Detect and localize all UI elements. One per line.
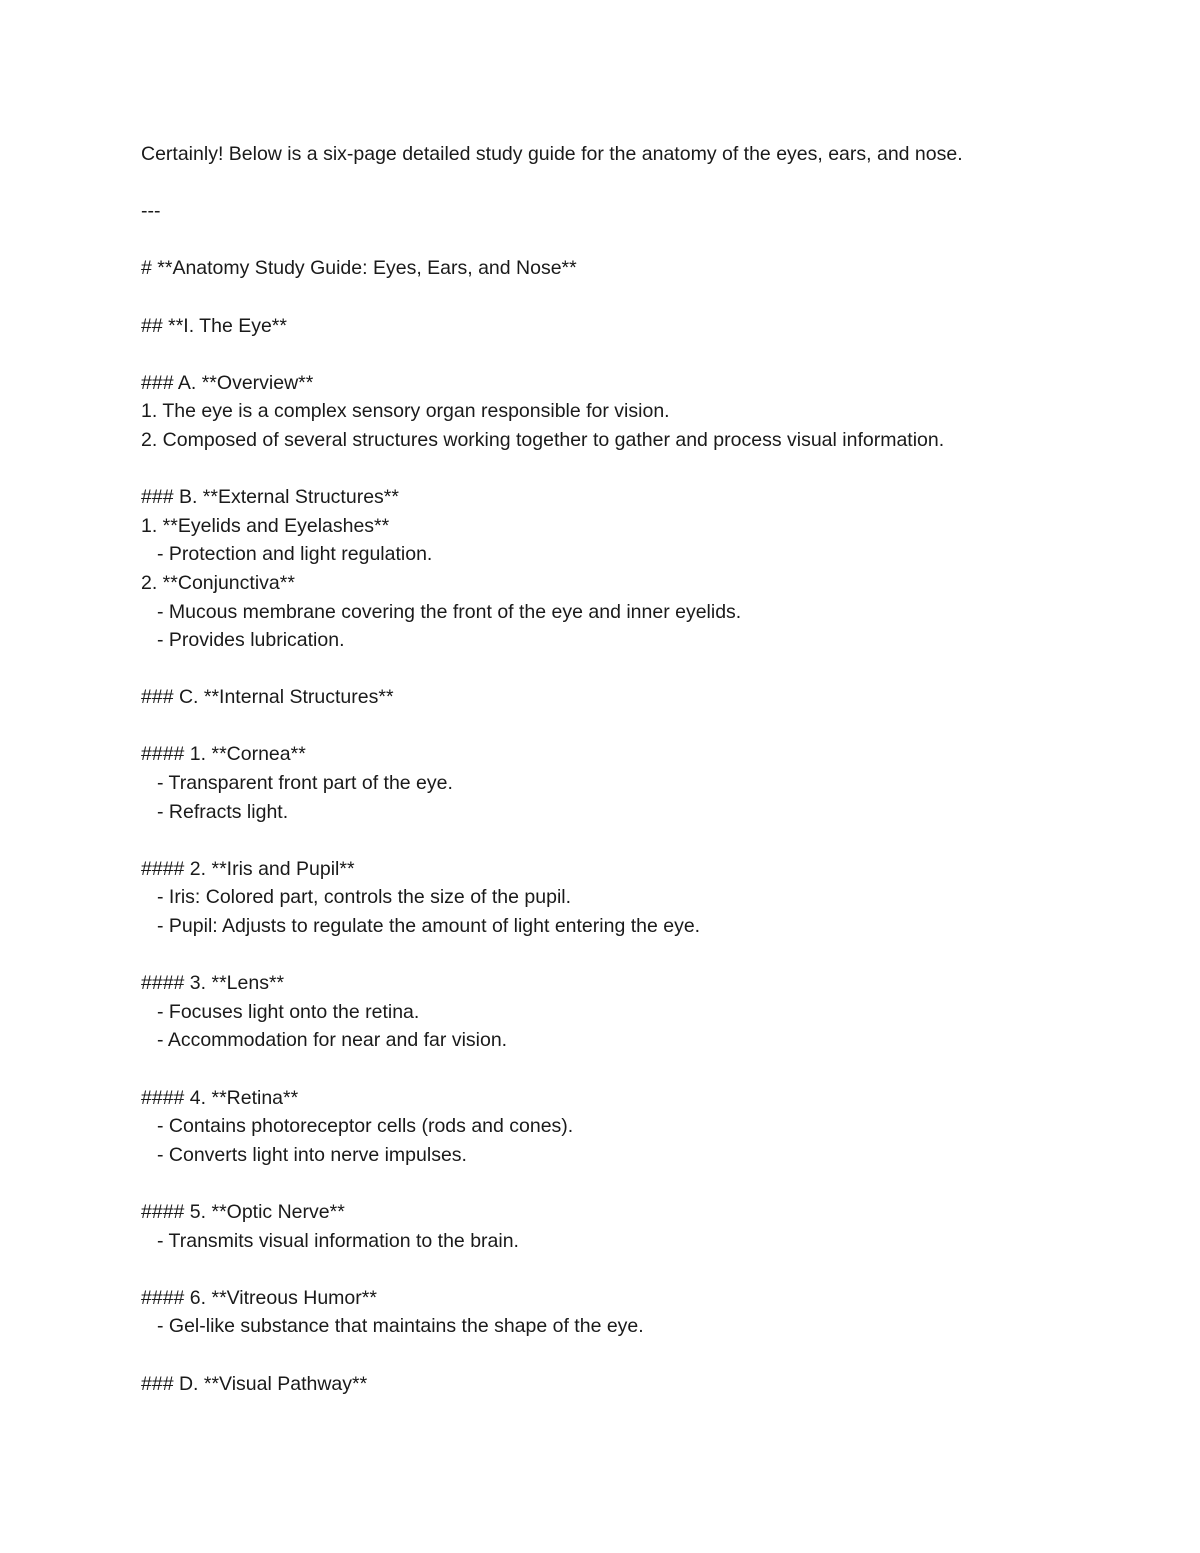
blank-line <box>141 1055 1121 1084</box>
list-item: 2. **Conjunctiva** <box>141 571 295 594</box>
topic-heading-iris: #### 2. **Iris and Pupil** <box>141 857 355 880</box>
sub-list-item: - Converts light into nerve impulses. <box>157 1143 467 1166</box>
topic-heading-cornea: #### 1. **Cornea** <box>141 743 306 766</box>
sub-list-item: - Provides lubrication. <box>157 629 345 652</box>
subsection-heading-external: ### B. **External Structures** <box>141 486 399 509</box>
sub-list-item: - Refracts light. <box>157 800 289 823</box>
blank-line <box>141 826 1121 855</box>
sub-list-item: - Transmits visual information to the brain. <box>157 1229 519 1252</box>
subsection-heading-internal: ### C. **Internal Structures** <box>141 686 394 709</box>
sub-list-item: - Mucous membrane covering the front of the eye and inner eyelids. <box>157 600 742 623</box>
sub-list-item: - Accommodation for near and far vision. <box>157 1029 508 1052</box>
sub-list-item: - Focuses light onto the retina. <box>157 1000 420 1023</box>
subsection-heading-visual-pathway: ### D. **Visual Pathway** <box>141 1372 368 1395</box>
blank-line <box>141 1255 1121 1284</box>
topic-heading-optic-nerve: #### 5. **Optic Nerve** <box>141 1200 345 1223</box>
blank-line <box>141 941 1121 970</box>
section-heading-eye: ## **I. The Eye** <box>141 314 287 337</box>
blank-line <box>141 655 1121 684</box>
list-item: 1. **Eyelids and Eyelashes** <box>141 514 390 537</box>
topic-heading-lens: #### 3. **Lens** <box>141 972 285 995</box>
document-title: # **Anatomy Study Guide: Eyes, Ears, and Nose** <box>141 257 577 280</box>
blank-line <box>141 455 1121 484</box>
blank-line <box>141 169 1121 198</box>
sub-list-item: - Protection and light regulation. <box>157 543 433 566</box>
topic-heading-vitreous-humor: #### 6. **Vitreous Humor** <box>141 1286 377 1309</box>
sub-list-item: - Transparent front part of the eye. <box>157 772 453 795</box>
blank-line <box>141 340 1121 369</box>
sub-list-item: - Pupil: Adjusts to regulate the amount of light entering the eye. <box>157 915 701 938</box>
blank-line <box>141 1341 1121 1370</box>
list-item: 1. The eye is a complex sensory organ responsible for vision. <box>141 400 670 423</box>
subsection-heading-overview: ### A. **Overview** <box>141 371 314 394</box>
sub-list-item: - Iris: Colored part, controls the size of the pupil. <box>157 886 572 909</box>
topic-heading-retina: #### 4. **Retina** <box>141 1086 299 1109</box>
intro-text: Certainly! Below is a six-page detailed study guide for the anatomy of the eyes, ears, and nose. <box>141 143 963 165</box>
document-body <box>141 140 1121 1398</box>
blank-line <box>141 226 1121 255</box>
list-item: 2. Composed of several structures working together to gather and process visual information. <box>141 428 945 451</box>
separator-text: --- <box>141 200 161 223</box>
blank-line <box>141 283 1121 312</box>
sub-list-item: - Contains photoreceptor cells (rods and cones). <box>157 1115 574 1138</box>
blank-line <box>141 712 1121 741</box>
sub-list-item: - Gel-like substance that maintains the shape of the eye. <box>157 1315 644 1338</box>
blank-line <box>141 1169 1121 1198</box>
